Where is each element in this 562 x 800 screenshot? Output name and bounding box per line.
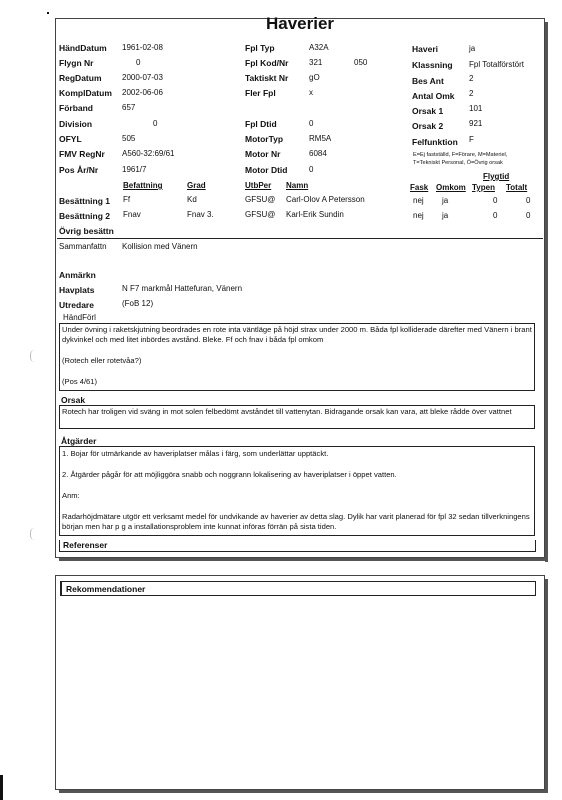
label-motor-dtid: Motor Dtid [245, 165, 288, 175]
value-handdatum: 1961-02-08 [122, 43, 163, 52]
label-fler-fpl: Fler Fpl [245, 88, 276, 98]
value-klassning: Fpl Totalförstört [469, 60, 524, 69]
crew-omkom: ja [442, 211, 449, 220]
referenser-rule [59, 551, 535, 552]
crew-befattning: Fnav [123, 210, 141, 219]
atgarder-text-1: 1. Bojar för utmärkande av haveriplatser målas i färg, som underlättar upptäckt. [62, 449, 329, 458]
label-handdatum: HändDatum [59, 43, 107, 53]
value-ofyl: 505 [122, 134, 136, 143]
record-frame-shadow-bottom [59, 558, 548, 561]
header-grad: Grad [187, 181, 206, 190]
value-fpl-kod: 321 [309, 58, 323, 67]
crew-row-label: Besättning 2 [59, 211, 111, 221]
rekommendationer-shadow-bottom [59, 790, 548, 793]
crew-utbper: GFSU@ [245, 210, 276, 219]
value-havplats: N F7 markmål Hattefuran, Vänern [122, 284, 243, 293]
label-kompldatum: KomplDatum [59, 88, 112, 98]
label-haveri: Haveri [412, 44, 438, 54]
atgarder-text-2: 2. Åtgärder pågår för att möjliggöra snabb och noggrann lokalisering av haveriplatser i öppet vatten. [62, 470, 397, 479]
label-fpl-kod-nr: Fpl Kod/Nr [245, 58, 289, 68]
crew-typen: 0 [493, 211, 498, 220]
value-orsak-2: 921 [469, 119, 483, 128]
section-title-rekommendationer: Rekommendationer [66, 584, 146, 594]
value-regdatum: 2000-07-03 [122, 73, 163, 82]
label-bes-ant: Bes Ant [412, 76, 444, 86]
referenser-left-rule [59, 540, 60, 552]
section-title-handforl: HändFörl [63, 313, 96, 322]
crew-utbper: GFSU@ [245, 195, 276, 204]
value-fpl-nr: 050 [354, 58, 368, 67]
section-title-orsak: Orsak [61, 395, 86, 405]
header-omkom: Omkom [436, 183, 466, 192]
crew-grad: Fnav 3. [187, 210, 214, 219]
value-pos-ar-nr: 1961/7 [122, 165, 147, 174]
header-befattning: Befattning [123, 181, 163, 190]
orsak-text: Rotech har troligen vid sväng in mot solen felbedömt avståndet till vattenytan. Bidragande orsak kan vara, att bleke rådde över vattnet [62, 407, 512, 416]
value-motor-nr: 6084 [309, 149, 327, 158]
cause-legend-line-1: E=Ej fastställd, F=Förare, M=Materiel, [413, 152, 508, 158]
scan-edge-mark [0, 775, 3, 800]
label-ofyl: OFYL [59, 134, 82, 144]
label-fpl-typ: Fpl Typ [245, 43, 275, 53]
crew-namn: Carl-Olov A Petersson [286, 195, 365, 204]
value-kompldatum: 2002-06-06 [122, 88, 163, 97]
value-forband: 657 [122, 103, 136, 112]
label-orsak-2: Orsak 2 [412, 121, 444, 131]
label-motor-nr: Motor Nr [245, 149, 281, 159]
label-felfunktion: Felfunktion [412, 137, 458, 147]
label-regdatum: RegDatum [59, 73, 102, 83]
value-bes-ant: 2 [469, 74, 474, 83]
rekommendationer-frame [55, 575, 545, 790]
value-fpl-dtid: 0 [309, 119, 314, 128]
value-taktiskt-nr: gO [309, 73, 320, 82]
label-flygn-nr: Flygn Nr [59, 58, 94, 68]
header-utbper: UtbPer [245, 181, 272, 190]
value-motor-dtid: 0 [309, 165, 314, 174]
crew-befattning: Ff [123, 195, 131, 204]
crew-row-label: Besättning 1 [59, 196, 111, 206]
crew-omkom: ja [442, 196, 449, 205]
handforl-text-3: (Pos 4/61) [62, 377, 98, 386]
punch-hole-mark-2 [30, 528, 39, 540]
label-antal-omk: Antal Omk [412, 91, 455, 101]
crew-fask: nej [413, 196, 424, 205]
record-frame-shadow-right [545, 22, 548, 562]
label-utredare: Utredare [59, 300, 94, 310]
header-flygtid: Flygtid [483, 172, 510, 181]
punch-hole-mark-1 [30, 350, 39, 362]
divider-crew [57, 238, 543, 239]
crew-typen: 0 [493, 196, 498, 205]
section-title-referenser: Referenser [63, 540, 108, 550]
label-forband: Förband [59, 103, 93, 113]
value-orsak-1: 101 [469, 104, 483, 113]
page-title: Haverier [265, 14, 335, 33]
handforl-text-2: (Rotech eller rotetvåa?) [62, 356, 142, 365]
label-motortyp: MotorTyp [245, 134, 284, 144]
header-typen: Typen [472, 183, 495, 192]
value-antal-omk: 2 [469, 89, 474, 98]
header-fask: Fask [410, 183, 429, 192]
value-utredare: (FoB 12) [122, 299, 154, 308]
crew-grad: Kd [187, 195, 197, 204]
label-fpl-dtid: Fpl Dtid [245, 119, 277, 129]
label-anmarkn: Anmärkn [59, 270, 96, 280]
value-fmv-regnr: A560-32:69/61 [122, 149, 175, 158]
value-sammanfattn: Kollision med Vänern [122, 242, 198, 251]
value-felfunktion: F [469, 135, 474, 144]
section-title-atgarder: Åtgärder [61, 436, 97, 446]
label-division: Division [59, 119, 93, 129]
label-klassning: Klassning [412, 60, 453, 70]
header-namn: Namn [286, 181, 309, 190]
rekommendationer-shadow-right [545, 579, 548, 793]
label-ovrig-besattn: Övrig besättn [59, 226, 114, 236]
label-pos-ar-nr: Pos År/Nr [59, 165, 99, 175]
crew-fask: nej [413, 211, 424, 220]
label-taktiskt-nr: Taktiskt Nr [245, 73, 289, 83]
label-havplats: Havplats [59, 285, 95, 295]
referenser-right-rule [535, 540, 536, 552]
value-motortyp: RM5A [309, 134, 332, 143]
value-haveri: ja [469, 44, 476, 53]
value-fler-fpl: x [309, 88, 313, 97]
value-fpl-typ: A32A [309, 43, 329, 52]
label-fmv-regnr: FMV RegNr [59, 149, 105, 159]
value-division: 0 [153, 119, 158, 128]
header-totalt: Totalt [506, 183, 528, 192]
crew-totalt: 0 [526, 211, 531, 220]
label-sammanfattn: Sammanfattn [59, 242, 107, 251]
crew-totalt: 0 [526, 196, 531, 205]
handforl-text-1: Under övning i raketskjutning beordrades en rote inta väntläge på höjd strax under 2000 m. Båda fpl kolliderade därefter med Vänern i brant dykvinkel och med litet inbördes avstånd. Bleke. Ff och fnav i båda fpl omkom [62, 325, 532, 344]
label-orsak-1: Orsak 1 [412, 106, 444, 116]
value-flygn-nr: 0 [136, 58, 141, 67]
atgarder-text-4: Radarhöjdmätare utgör ett verksamt medel för undvikande av haverier av detta slag. Dylik har varit planerad för fpl 32 sedan tillverkningens början men har p g a installationsproblem inte kunnat införas förrän på sista tiden. [62, 512, 530, 531]
crew-namn: Karl-Erik Sundin [286, 210, 344, 219]
cause-legend-line-2: T=Tekniskt Personal, Ö=Övrig orsak [413, 160, 503, 166]
atgarder-text-3: Anm: [62, 491, 80, 500]
